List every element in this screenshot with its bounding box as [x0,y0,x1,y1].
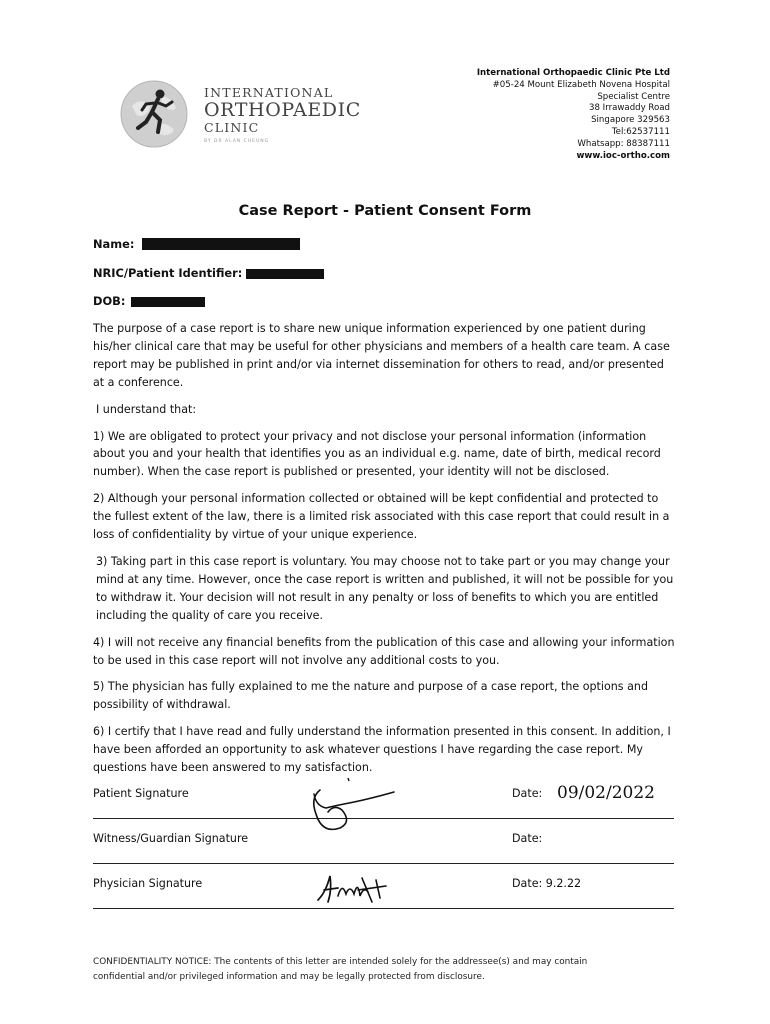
logo-text-orthopaedic: ORTHOPAEDIC [204,99,361,121]
consent-item: 6) I certify that I have read and fully understand the information presented in this consent. In addition, I have been afforded an opportunity to ask whatever questions I have regarding the case report. My questions have been answered to my satisfaction. [93,725,671,775]
address-line: Singapore 329563 [591,115,670,126]
address-line: International Orthopaedic Clinic Pte Ltd [476,68,670,78]
patient-signature-mark [300,776,400,838]
physician-signature-line [93,908,674,909]
clinic-logo [118,78,418,158]
witness-signature-row [93,832,674,866]
dob-redaction [131,297,205,307]
address-line: Tel:62537111 [611,126,670,137]
patient-date-value: 09/02/2022 [557,783,655,803]
confidentiality-notice: CONFIDENTIALITY NOTICE: The contents of this letter are intended solely for the addressee(s) and may contain confidential and/or privileged information and may be legally protected from disclosure. [93,957,588,982]
consent-item: 1) We are obligated to protect your privacy and not disclose your personal information (information about you and your health that identifies you as an individual e.g. name, date of birth, medical record number). When the case report is published or presented, your identity will not be disclosed. [93,429,661,479]
physician-date-label: Date: 9.2.22 [512,877,582,890]
nric-redaction [246,269,324,279]
logo-subtitle: BY DR ALAN CHEUNG [204,139,270,144]
name-label: Name: [93,237,135,251]
logo-text-international: INTERNATIONAL [204,85,334,100]
physician-signature-label: Physician Signature [93,877,203,890]
dob-field [93,294,205,308]
runner-globe-icon [118,78,190,150]
consent-item: 2) Although your personal information collected or obtained will be kept confidential and protected to the fullest extent of the law, there is a limited risk associated with this case report that could result in a loss of confidentiality by virtue of your unique experience. [93,492,670,542]
name-redaction [142,238,300,250]
consent-item: 4) I will not receive any financial benefits from the publication of this case and allowing your information to be used in this case report will not involve any additional costs to you. [93,635,675,667]
physician-signature-mark [312,868,392,908]
patient-date-label: Date: [512,787,543,800]
consent-item: 5) The physician has fully explained to me the nature and purpose of a case report, the options and possibility of withdrawal. [93,680,648,712]
consent-body [93,320,675,786]
understand-paragraph: I understand that: [96,402,197,416]
logo-text-clinic: CLINIC [204,120,260,135]
patient-signature-label: Patient Signature [93,787,189,800]
address-line: 38 Irrawaddy Road [589,103,670,114]
address-line: #05-24 Mount Elizabeth Novena Hospital [492,79,670,90]
address-line: Specialist Centre [597,91,670,102]
address-line: Whatsapp: 88387111 [577,138,670,149]
nric-label: NRIC/Patient Identifier: [93,266,243,280]
consent-item: 3) Taking part in this case report is voluntary. You may choose not to take part or you may change your mind at any time. However, once the case report is written and published, it will not be possible for you to withdraw it. Your decision will not result in any penalty or loss of benefits to which you are entitled including the quality of care you receive. [96,554,674,622]
witness-signature-line [93,863,674,864]
purpose-paragraph: The purpose of a case report is to share new unique information experienced by one patient during his/her clinical care that may be useful for other physicians and members of a health care team. A case report may be published in print and/or via internet dissemination for others to read, and/or presented at a conference. [93,322,670,389]
dob-label: DOB: [93,294,126,308]
nric-field [93,266,324,280]
witness-date-label: Date: [512,832,543,845]
website-link[interactable]: www.ioc-ortho.com [576,150,670,161]
page-title: Case Report - Patient Consent Form [238,203,532,219]
witness-signature-label: Witness/Guardian Signature [93,832,249,845]
clinic-address [477,68,670,162]
name-field [93,237,300,251]
